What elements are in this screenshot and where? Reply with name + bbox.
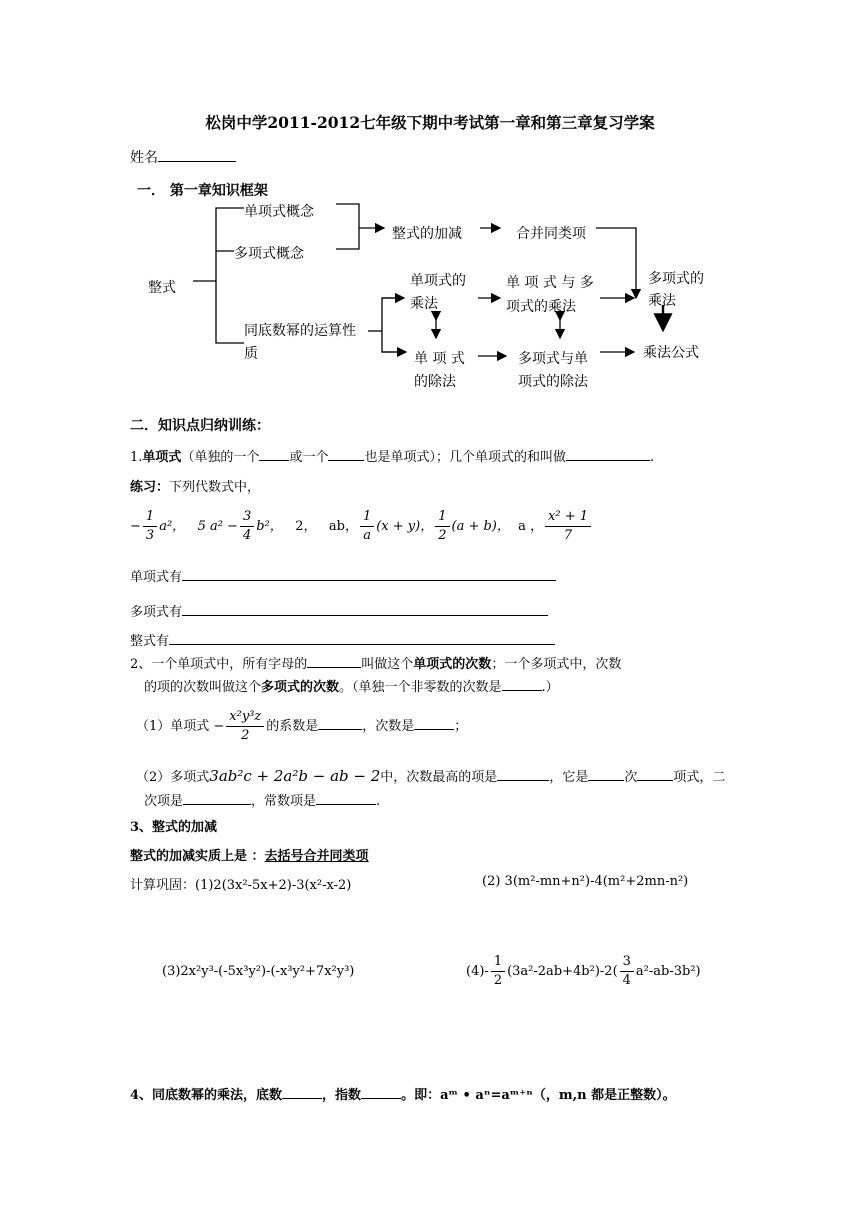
- node-mono-div-2: 的除法: [414, 374, 456, 390]
- q2-2-blank-4: [183, 790, 251, 805]
- q4-text-c: 。即：aᵐ • aⁿ=aᵐ⁺ⁿ（，m,n 都是正整数）。: [401, 1088, 676, 1103]
- expr1-sign: −: [130, 519, 141, 534]
- calc-4-text-b: (3a²-2ab+4b²)-2(: [507, 964, 618, 979]
- power-brace: [382, 298, 406, 352]
- calc-4: [466, 953, 701, 990]
- expr8-num: x² + 1: [545, 508, 591, 527]
- expr1-den: 3: [145, 528, 155, 543]
- monomials-label: 单项式有: [130, 570, 183, 585]
- expr6-num: 1: [435, 508, 449, 527]
- expr2-num: 3: [240, 508, 254, 527]
- expr6-fraction: [435, 508, 449, 545]
- q2-1-line: [136, 708, 467, 745]
- q3-essence-label: 整式的加减实质上是 ：: [130, 849, 265, 864]
- expr8-den: 7: [563, 528, 573, 543]
- expr7: a ，: [518, 519, 544, 534]
- expr2-pre: 5 a² −: [197, 519, 238, 534]
- q2-text-f: .）: [541, 680, 559, 695]
- expr4: ab，: [328, 519, 358, 534]
- expr2-fraction: [240, 508, 254, 545]
- node-poly-mono-div-2: 项式的除法: [518, 374, 588, 390]
- calc-4-fraction-1: [491, 953, 505, 990]
- expr1-rest: a²，: [159, 519, 186, 534]
- q2-1-fraction: [226, 708, 264, 745]
- q2-1-blank-2: [414, 715, 454, 730]
- expr2-rest: b²，: [256, 519, 283, 534]
- integral-answer: [130, 630, 555, 649]
- page-title: 松岗中学2011-2012七年级下期中考试第一章和第三章复习学案: [205, 113, 655, 132]
- q1-blank-3: [566, 446, 650, 461]
- polynomials-answer: [130, 601, 548, 620]
- q4-text-a: 4、同底数幂的乘法，底数: [130, 1088, 283, 1103]
- expr5-num: 1: [360, 508, 374, 527]
- node-monomial-concept: 单项式概念: [244, 204, 314, 220]
- q1-text-d: .: [649, 450, 655, 465]
- q4-blank-2: [361, 1084, 401, 1099]
- polynomials-blank: [182, 601, 548, 616]
- expr5-fraction: [360, 508, 374, 545]
- q2-1-den: 2: [241, 728, 250, 743]
- polynomials-label: 多项式有: [130, 605, 183, 620]
- q1-text-b: 或一个: [289, 450, 329, 465]
- integral-label: 整式有: [130, 634, 170, 649]
- node-mono-mul: 单项式的: [410, 273, 466, 289]
- q4-text-b: ，指数: [322, 1088, 362, 1103]
- calc-row-1: [130, 874, 351, 893]
- practice-label: 练习：: [130, 480, 170, 495]
- q2-2-text-d: 次: [624, 770, 638, 785]
- q2-2-expression: 3ab²c + 2a²b − ab − 2: [209, 767, 381, 785]
- node-combine-like: 合并同类项: [516, 226, 586, 242]
- calc-4-text-a: (4)-: [466, 964, 489, 979]
- q2-2-text-g: ，常数项是: [251, 794, 317, 809]
- q2-bold-2: 多项式的次数: [261, 680, 340, 695]
- concept-brace: [336, 204, 359, 249]
- node-poly-mul-2: 乘法: [648, 293, 676, 309]
- q2-1-text-d: ；: [454, 719, 468, 734]
- q2-bold-1: 单项式的次数: [413, 657, 492, 672]
- section1-heading: 一． 第一章知识框架: [137, 183, 268, 199]
- calc-4-den-2: 4: [622, 973, 631, 988]
- q2-blank-1: [307, 653, 361, 668]
- expr1-fraction: [143, 508, 157, 545]
- calc-4-den-1: 2: [493, 973, 503, 988]
- q1-blank-2: [328, 446, 364, 461]
- q2-2-blank-5: [316, 790, 376, 805]
- q2-2-text-f: 次项是: [144, 794, 184, 809]
- q2-blank-2: [502, 676, 542, 691]
- q2-2-blank-3: [637, 766, 673, 781]
- calc-4-num-1: 1: [491, 953, 505, 972]
- q2-2-text-e: 项式，二: [673, 770, 726, 785]
- node-poly-mul: 多项式的: [648, 271, 704, 287]
- node-power-rules: 同底数幂的运算性: [244, 323, 356, 339]
- q2-2-text-b: 中，次数最高的项是: [380, 770, 498, 785]
- expr5-den: a: [363, 528, 371, 543]
- q2-1-blank-1: [318, 715, 362, 730]
- practice-line: [130, 476, 260, 495]
- root-brace: [216, 208, 244, 343]
- monomials-blank: [182, 566, 556, 581]
- expr3: 2，: [295, 519, 317, 534]
- section2-heading: 二．知识点归纳训练：: [130, 418, 270, 434]
- calc-1: (1)2(3x²-5x+2)-3(x²-x-2): [195, 878, 352, 893]
- expr8-fraction: [545, 508, 591, 545]
- q2-1-text-c: ，次数是: [362, 719, 415, 734]
- q2-2-line2: [144, 790, 380, 809]
- q2-text-d: 的项的次数叫做这个: [144, 680, 262, 695]
- calc-2: (2) 3(m²-mn+n²)-4(m²+2mn-n²): [482, 874, 689, 889]
- q2-text-a: 2、一个单项式中，所有字母的: [130, 657, 308, 672]
- monomials-answer: [130, 566, 556, 585]
- expr6-den: 2: [438, 528, 447, 543]
- node-root: 整式: [148, 280, 176, 296]
- integral-blank: [169, 630, 555, 645]
- q4-line: [130, 1084, 676, 1103]
- q2-2-line1: [136, 766, 725, 785]
- expression-list: [130, 508, 593, 545]
- expr1-num: 1: [143, 508, 157, 527]
- name-label: 姓名: [130, 150, 158, 166]
- q1-number: 1.: [130, 450, 143, 465]
- q2-2-blank-1: [497, 766, 549, 781]
- expr6-rest: (a + b)，: [451, 519, 510, 534]
- q2-2-blank-2: [588, 766, 624, 781]
- arrow-to-polymul: [596, 228, 636, 298]
- calc-4-fraction-2: [620, 953, 634, 990]
- node-mono-poly-mul-2: 项式的乘法: [506, 299, 576, 315]
- node-mono-div: 单 项 式: [414, 351, 465, 367]
- q2-2-text-c: ，它是: [549, 770, 589, 785]
- node-power-rules-2: 质: [244, 346, 258, 362]
- q2-1-text-b: 的系数是: [266, 719, 319, 734]
- q1-line: [130, 446, 654, 465]
- calc-3: (3)2x²y³-(-5x³y²)-(-x³y²+7x²y³): [162, 964, 355, 979]
- calc-label: 计算巩固：: [130, 878, 196, 893]
- node-mul-formula: 乘法公式: [643, 345, 699, 361]
- q2-line2: [144, 676, 559, 695]
- q1-blank-1: [259, 446, 289, 461]
- q3-heading: 3、整式的加减: [130, 820, 218, 835]
- practice-text: 下列代数式中，: [169, 480, 261, 495]
- expr5-rest: (x + y)，: [376, 519, 434, 534]
- q2-1-num: x²y³z: [226, 708, 264, 727]
- q2-2-text-a: （2）多项式: [136, 770, 210, 785]
- q2-2-text-h: .: [376, 794, 381, 809]
- q2-text-e: 。（单独一个非零数的次数是: [339, 680, 502, 695]
- node-mono-mul-2: 乘法: [410, 296, 438, 312]
- q2-line1: [130, 653, 621, 672]
- q1-text-a: （单独的一个: [181, 450, 260, 465]
- node-add-sub: 整式的加减: [392, 226, 462, 242]
- q2-text-b: 叫做这个: [361, 657, 414, 672]
- node-poly-mono-div: 多项式与单: [518, 351, 588, 367]
- q1-text-c: 也是单项式）；几个单项式的和叫做: [364, 450, 566, 465]
- q4-blank-1: [282, 1084, 322, 1099]
- q1-bold-term: 单项式: [142, 450, 182, 465]
- calc-4-text-c: a²-ab-3b²): [635, 964, 701, 979]
- node-polynomial-concept: 多项式概念: [234, 246, 304, 262]
- q2-1-text-a: （1）单项式 −: [136, 719, 225, 734]
- node-mono-poly-mul: 单 项 式 与 多: [506, 275, 594, 291]
- expr2-den: 4: [242, 528, 252, 543]
- calc-4-num-2: 3: [620, 953, 634, 972]
- q3-essence-answer: 去括号合并同类项: [264, 849, 369, 864]
- q2-text-c: ；一个多项式中，次数: [491, 657, 622, 672]
- q3-essence: [130, 845, 369, 864]
